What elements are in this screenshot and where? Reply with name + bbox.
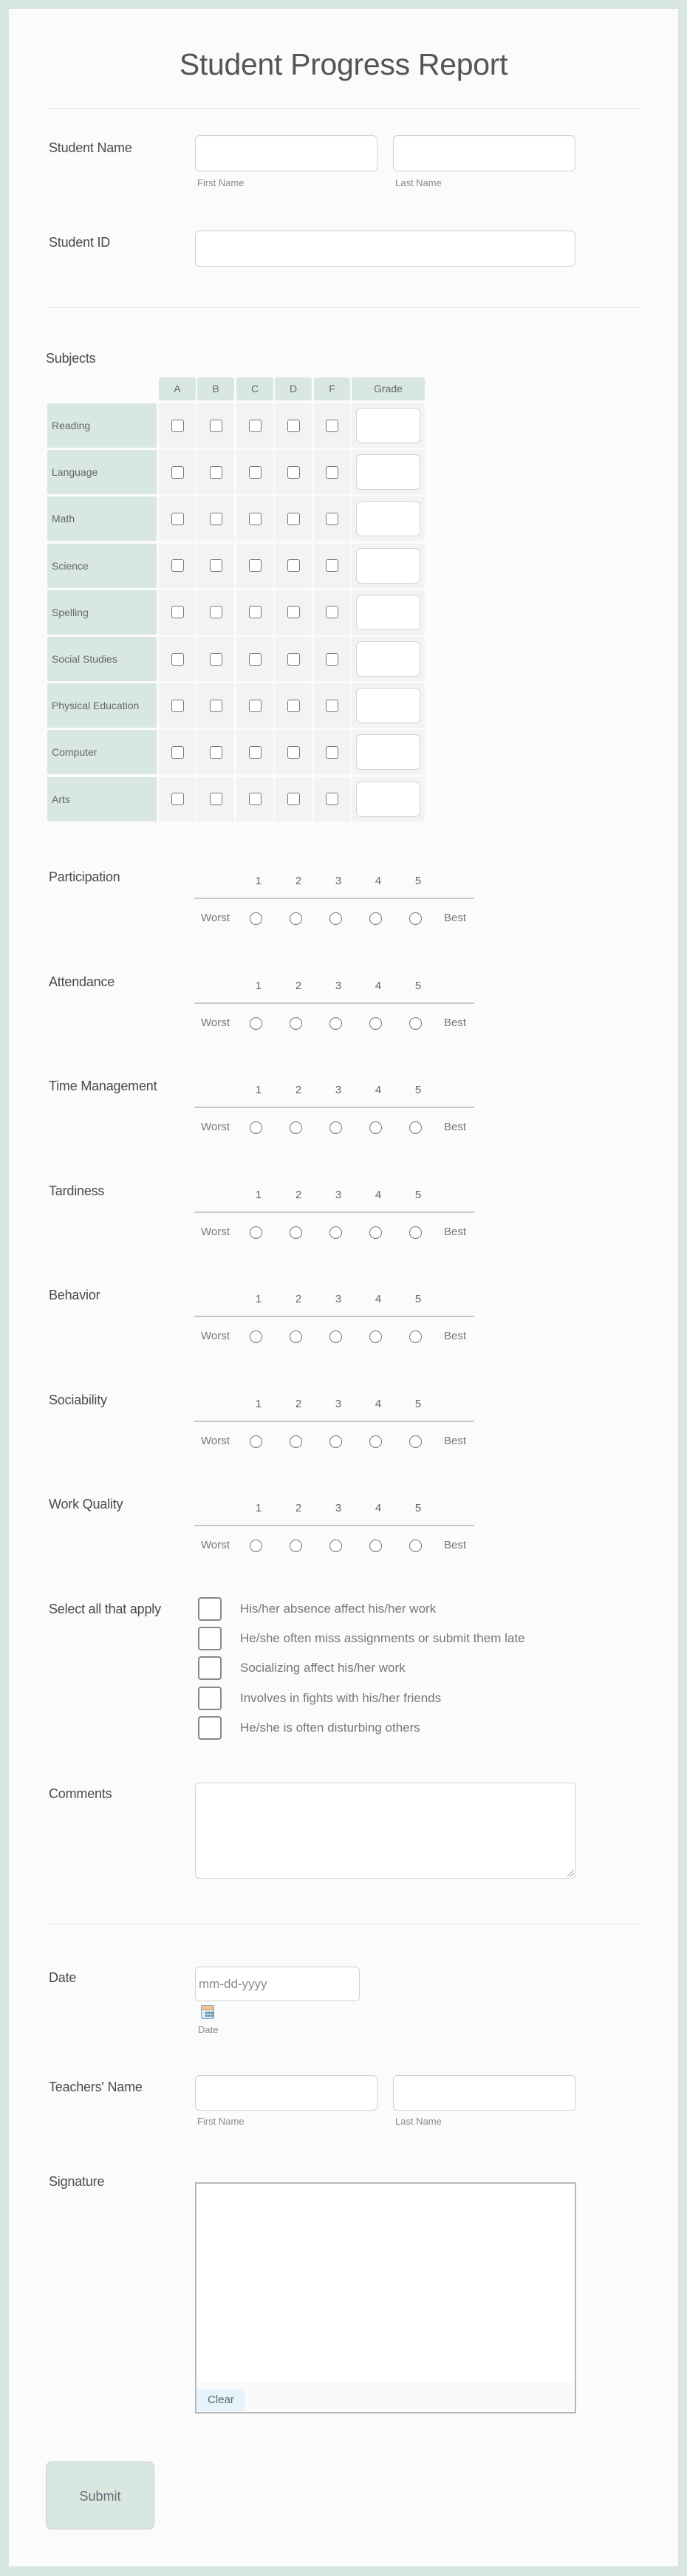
grade-cell: [159, 450, 196, 494]
subject-row-label: Arts: [47, 777, 157, 821]
rating-label: Sociability: [49, 1392, 107, 1407]
grade-cell: [314, 496, 350, 541]
calendar-icon[interactable]: [201, 2005, 214, 2019]
grade-checkbox-d[interactable]: [287, 420, 300, 432]
first-name-sublabel: First Name: [197, 177, 245, 188]
grade-cell: [314, 683, 350, 728]
signature-label: Signature: [49, 2174, 105, 2189]
grade-cell: [236, 544, 273, 588]
best-label: Best: [444, 1016, 467, 1029]
scale-number: 3: [335, 1084, 342, 1096]
grade-checkbox-c[interactable]: [249, 700, 262, 712]
grade-checkbox-f[interactable]: [326, 559, 338, 572]
grade-checkbox-d[interactable]: [287, 513, 300, 525]
student-first-name-input[interactable]: [195, 135, 377, 171]
rating-radio-5[interactable]: [409, 1017, 422, 1030]
rating-radio-3[interactable]: [329, 1226, 342, 1239]
grade-checkbox-a[interactable]: [171, 653, 184, 666]
rating-radio-4[interactable]: [369, 1121, 382, 1134]
grade-checkbox-a[interactable]: [171, 559, 184, 572]
scale-number: 2: [295, 1502, 302, 1514]
grade-checkbox-d[interactable]: [287, 793, 300, 805]
grade-checkbox-a[interactable]: [171, 513, 184, 525]
rating-radio-2[interactable]: [290, 1226, 302, 1239]
grade-cell: [314, 544, 350, 588]
grade-input-cell: [352, 544, 425, 588]
resize-handle-icon[interactable]: [567, 1870, 574, 1876]
grade-checkbox-c[interactable]: [249, 559, 262, 572]
grade-checkbox-b[interactable]: [210, 793, 222, 805]
scale-number: 4: [375, 1188, 382, 1201]
option-checkbox[interactable]: [198, 1597, 222, 1621]
grade-checkbox-d[interactable]: [287, 700, 300, 712]
rating-radio-5[interactable]: [409, 1330, 422, 1343]
grade-checkbox-c[interactable]: [249, 606, 262, 618]
scale-number: 1: [255, 875, 262, 887]
subject-row-label: Spelling: [47, 590, 157, 635]
best-label: Best: [444, 1225, 467, 1238]
grade-cell: [159, 496, 196, 541]
scale-number: 1: [255, 1084, 262, 1096]
rating-radio-2[interactable]: [290, 1435, 302, 1448]
grade-cell: [275, 450, 312, 494]
scale-number: 4: [375, 1397, 382, 1410]
grade-cell: [236, 496, 273, 541]
rating-radio-1[interactable]: [250, 1540, 262, 1552]
rating-radio-2[interactable]: [290, 1017, 302, 1030]
best-label: Best: [444, 1539, 467, 1551]
grade-checkbox-f[interactable]: [326, 513, 338, 525]
grade-checkbox-f[interactable]: [326, 606, 338, 618]
grade-checkbox-d[interactable]: [287, 559, 300, 572]
column-header-f: F: [314, 377, 350, 400]
grade-checkbox-b[interactable]: [210, 420, 222, 432]
date-label: Date: [49, 1970, 77, 1985]
scale-divider: [194, 1525, 474, 1526]
grade-checkbox-c[interactable]: [249, 420, 262, 432]
scale-number: 4: [375, 875, 382, 887]
rating-radio-4[interactable]: [369, 1540, 382, 1552]
grade-cell: [314, 403, 350, 448]
rating-radio-1[interactable]: [250, 912, 262, 925]
subject-row-label: Language: [47, 450, 157, 494]
rating-radio-3[interactable]: [329, 1435, 342, 1448]
option-checkbox[interactable]: [198, 1687, 222, 1710]
grade-checkbox-f[interactable]: [326, 700, 338, 712]
grade-checkbox-a[interactable]: [171, 466, 184, 479]
grade-cell: [197, 777, 234, 821]
column-header-b: B: [197, 377, 234, 400]
scale-number: 1: [255, 1502, 262, 1514]
rating-radio-4[interactable]: [369, 1330, 382, 1343]
scale-divider: [194, 1316, 474, 1317]
rating-label: Behavior: [49, 1288, 100, 1302]
grade-checkbox-f[interactable]: [326, 466, 338, 479]
submit-button[interactable]: Submit: [46, 2461, 154, 2529]
grade-cell: [314, 730, 350, 774]
rating-radio-5[interactable]: [409, 1121, 422, 1134]
grade-checkbox-b[interactable]: [210, 559, 222, 572]
last-name-sublabel: Last Name: [395, 2116, 442, 2127]
last-name-sublabel: Last Name: [395, 177, 442, 188]
grade-input-cell: [352, 777, 425, 821]
rating-radio-5[interactable]: [409, 1435, 422, 1448]
grade-input-cell: [352, 590, 425, 635]
scale-number: 1: [255, 979, 262, 992]
rating-label: Attendance: [49, 974, 115, 989]
divider: [46, 307, 643, 308]
rating-radio-3[interactable]: [329, 1540, 342, 1552]
best-label: Best: [444, 1121, 467, 1133]
grade-checkbox-c[interactable]: [249, 653, 262, 666]
teacher-name-label: Teachers' Name: [49, 2080, 143, 2094]
scale-number: 2: [295, 979, 302, 992]
scale-number: 2: [295, 1397, 302, 1410]
scale-number: 4: [375, 979, 382, 992]
scale-number: 2: [295, 1293, 302, 1305]
grade-cell: [275, 777, 312, 821]
rating-radio-3[interactable]: [329, 1330, 342, 1343]
scale-divider: [194, 1002, 474, 1004]
grade-input[interactable]: [356, 688, 420, 723]
worst-label: Worst: [201, 1016, 230, 1029]
grade-cell: [159, 777, 196, 821]
grade-checkbox-c[interactable]: [249, 746, 262, 759]
rating-label: Tardiness: [49, 1183, 105, 1198]
divider: [46, 108, 643, 109]
scale-number: 3: [335, 1397, 342, 1410]
rating-radio-4[interactable]: [369, 1226, 382, 1239]
column-header-a: A: [159, 377, 196, 400]
teacher-first-name-input[interactable]: [195, 2075, 377, 2111]
grade-checkbox-a[interactable]: [171, 420, 184, 432]
rating-label: Participation: [49, 870, 120, 884]
grade-cell: [159, 403, 196, 448]
scale-number: 4: [375, 1293, 382, 1305]
grade-cell: [197, 544, 234, 588]
grade-checkbox-a[interactable]: [171, 700, 184, 712]
grade-checkbox-a[interactable]: [171, 793, 184, 805]
best-label: Best: [444, 1434, 467, 1447]
rating-radio-1[interactable]: [250, 1330, 262, 1343]
grade-checkbox-c[interactable]: [249, 513, 262, 525]
worst-label: Worst: [201, 912, 230, 924]
scale-divider: [194, 1212, 474, 1213]
first-name-sublabel: First Name: [197, 2116, 245, 2127]
date-input[interactable]: [195, 1967, 360, 2001]
grade-input-cell: [352, 496, 425, 541]
grade-cell: [236, 730, 273, 774]
rating-radio-3[interactable]: [329, 1121, 342, 1134]
student-last-name-input[interactable]: [393, 135, 575, 171]
scale-number: 5: [414, 875, 422, 887]
grade-cell: [275, 683, 312, 728]
grade-checkbox-f[interactable]: [326, 793, 338, 805]
grade-cell: [236, 450, 273, 494]
grade-input[interactable]: [356, 408, 420, 443]
grade-checkbox-b[interactable]: [210, 466, 222, 479]
comments-textarea[interactable]: [195, 1783, 576, 1879]
grade-checkbox-b[interactable]: [210, 746, 222, 759]
rating-radio-5[interactable]: [409, 1226, 422, 1239]
scale-number: 3: [335, 1502, 342, 1514]
best-label: Best: [444, 1330, 467, 1342]
grade-cell: [275, 590, 312, 635]
grade-input[interactable]: [356, 782, 420, 817]
worst-label: Worst: [201, 1225, 230, 1238]
grade-checkbox-c[interactable]: [249, 466, 262, 479]
scale-number: 5: [414, 1397, 422, 1410]
scale-number: 3: [335, 1293, 342, 1305]
grade-cell: [159, 683, 196, 728]
scale-number: 2: [295, 875, 302, 887]
grade-cell: [197, 496, 234, 541]
scale-number: 1: [255, 1188, 262, 1201]
grade-cell: [159, 637, 196, 681]
grade-input-cell: [352, 683, 425, 728]
rating-label: Time Management: [49, 1079, 157, 1093]
grade-checkbox-d[interactable]: [287, 466, 300, 479]
subjects-label: Subjects: [46, 351, 96, 366]
option-checkbox[interactable]: [198, 1627, 222, 1650]
worst-label: Worst: [201, 1434, 230, 1447]
scale-number: 5: [414, 1084, 422, 1096]
subject-row-label: Computer: [47, 730, 157, 774]
grade-cell: [236, 590, 273, 635]
grade-cell: [159, 544, 196, 588]
grade-input[interactable]: [356, 454, 420, 490]
scale-number: 3: [335, 1188, 342, 1201]
grade-checkbox-a[interactable]: [171, 606, 184, 618]
worst-label: Worst: [201, 1330, 230, 1342]
option-label[interactable]: Involves in fights with his/her friends: [240, 1690, 442, 1705]
checklist-label: Select all that apply: [49, 1602, 161, 1616]
rating-radio-2[interactable]: [290, 1330, 302, 1343]
grade-input[interactable]: [356, 595, 420, 630]
grade-input-cell: [352, 637, 425, 681]
scale-number: 5: [414, 979, 422, 992]
subject-row-label: Physical Education: [47, 683, 157, 728]
scale-number: 4: [375, 1502, 382, 1514]
rating-radio-1[interactable]: [250, 1435, 262, 1448]
scale-number: 1: [255, 1397, 262, 1410]
grade-cell: [159, 590, 196, 635]
option-checkbox[interactable]: [198, 1716, 222, 1740]
grade-cell: [275, 403, 312, 448]
grade-cell: [197, 683, 234, 728]
grade-cell: [197, 590, 234, 635]
column-header-c: C: [236, 377, 273, 400]
grade-input-cell: [352, 450, 425, 494]
grade-cell: [314, 450, 350, 494]
rating-radio-1[interactable]: [250, 1017, 262, 1030]
grade-checkbox-d[interactable]: [287, 606, 300, 618]
scale-divider: [194, 1421, 474, 1422]
page-title: Student Progress Report: [179, 47, 508, 81]
grade-cell: [236, 637, 273, 681]
scale-number: 3: [335, 875, 342, 887]
rating-radio-4[interactable]: [369, 1435, 382, 1448]
worst-label: Worst: [201, 1121, 230, 1133]
option-checkbox[interactable]: [198, 1656, 222, 1680]
scale-number: 2: [295, 1084, 302, 1096]
signature-pad[interactable]: [195, 2182, 576, 2413]
grade-checkbox-a[interactable]: [171, 746, 184, 759]
rating-radio-1[interactable]: [250, 1226, 262, 1239]
grade-input[interactable]: [356, 548, 420, 584]
grade-cell: [275, 544, 312, 588]
grade-input-cell: [352, 403, 425, 448]
grade-cell: [275, 730, 312, 774]
grade-input[interactable]: [356, 734, 420, 770]
grade-input[interactable]: [356, 641, 420, 677]
signature-toolbar: [196, 2382, 575, 2412]
rating-radio-5[interactable]: [409, 1540, 422, 1552]
grade-checkbox-b[interactable]: [210, 513, 222, 525]
rating-radio-5[interactable]: [409, 912, 422, 925]
grade-input-cell: [352, 730, 425, 774]
grade-cell: [314, 777, 350, 821]
subject-row-label: Social Studies: [47, 637, 157, 681]
grade-cell: [236, 403, 273, 448]
rating-radio-1[interactable]: [250, 1121, 262, 1134]
scale-number: 2: [295, 1188, 302, 1201]
scale-divider: [194, 898, 474, 899]
best-label: Best: [444, 912, 467, 924]
grade-cell: [275, 637, 312, 681]
grade-cell: [236, 777, 273, 821]
rating-radio-3[interactable]: [329, 912, 342, 925]
rating-radio-2[interactable]: [290, 1121, 302, 1134]
grade-checkbox-f[interactable]: [326, 746, 338, 759]
column-header-grade: Grade: [352, 377, 425, 400]
scale-number: 3: [335, 979, 342, 992]
grade-cell: [275, 496, 312, 541]
teacher-last-name-input[interactable]: [393, 2075, 576, 2111]
grade-checkbox-b[interactable]: [210, 653, 222, 666]
grade-cell: [236, 683, 273, 728]
grade-checkbox-f[interactable]: [326, 420, 338, 432]
option-label[interactable]: His/her absence affect his/her work: [240, 1602, 437, 1616]
subject-row-label: Math: [47, 496, 157, 541]
column-header-d: D: [275, 377, 312, 400]
grade-checkbox-d[interactable]: [287, 746, 300, 759]
subject-row-label: Reading: [47, 403, 157, 448]
grade-checkbox-b[interactable]: [210, 700, 222, 712]
date-placeholder: mm-dd-yyyy: [199, 1977, 267, 1991]
comments-label: Comments: [49, 1786, 112, 1801]
grade-cell: [197, 730, 234, 774]
grade-input[interactable]: [356, 501, 420, 536]
scale-number: 1: [255, 1293, 262, 1305]
grade-cell: [159, 730, 196, 774]
scale-number: 4: [375, 1084, 382, 1096]
student-name-label: Student Name: [49, 140, 132, 155]
clear-signature-button[interactable]: Clear: [197, 2389, 245, 2411]
rating-radio-2[interactable]: [290, 912, 302, 925]
option-label[interactable]: Socializing affect his/her work: [240, 1661, 406, 1675]
grade-checkbox-f[interactable]: [326, 653, 338, 666]
scale-number: 5: [414, 1188, 422, 1201]
scale-divider: [194, 1107, 474, 1108]
grade-cell: [314, 637, 350, 681]
grade-cell: [197, 450, 234, 494]
scale-number: 5: [414, 1502, 422, 1514]
date-sublabel: Date: [198, 2024, 219, 2035]
grade-cell: [197, 403, 234, 448]
grade-checkbox-b[interactable]: [210, 606, 222, 618]
rating-radio-4[interactable]: [369, 1017, 382, 1030]
subject-row-label: Science: [47, 544, 157, 588]
grade-checkbox-c[interactable]: [249, 793, 262, 805]
rating-radio-4[interactable]: [369, 912, 382, 925]
grade-cell: [197, 637, 234, 681]
option-label[interactable]: He/she often miss assignments or submit them late: [240, 1631, 525, 1646]
grade-cell: [314, 590, 350, 635]
scale-number: 5: [414, 1293, 422, 1305]
grade-checkbox-d[interactable]: [287, 653, 300, 666]
rating-radio-2[interactable]: [290, 1540, 302, 1552]
option-label[interactable]: He/she is often disturbing others: [240, 1720, 420, 1735]
student-id-label: Student ID: [49, 235, 111, 250]
rating-label: Work Quality: [49, 1497, 123, 1511]
student-id-input[interactable]: [195, 230, 575, 267]
rating-radio-3[interactable]: [329, 1017, 342, 1030]
worst-label: Worst: [201, 1539, 230, 1551]
